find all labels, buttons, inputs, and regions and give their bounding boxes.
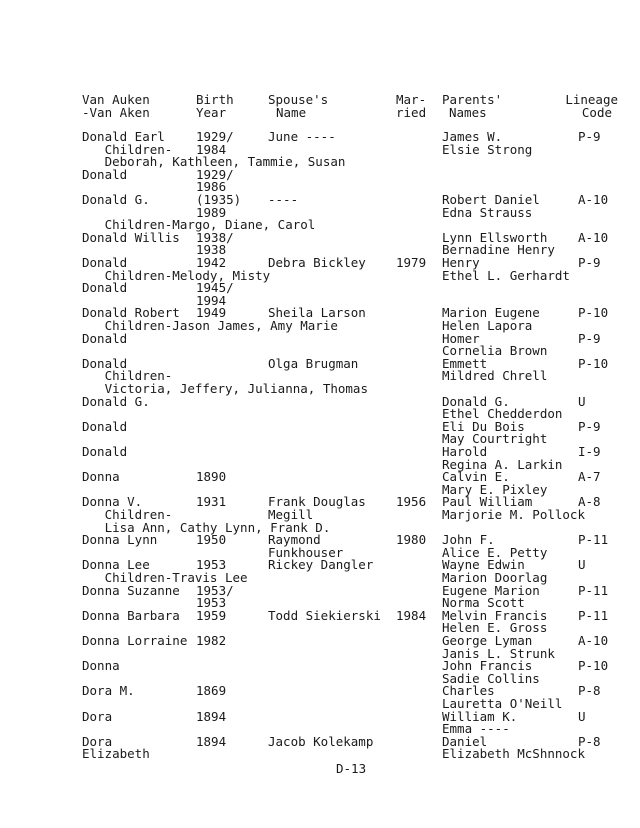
entry-name: Children- <box>82 507 173 522</box>
header-lineage: Lineage <box>565 92 618 107</box>
entry-spouse: Olga Brugman <box>268 355 359 371</box>
entry-name: Donna Lorraine <box>82 633 188 648</box>
entry-code: A-10 <box>578 229 609 245</box>
header-birth: Birth <box>196 92 234 107</box>
entry-birth: 1989 <box>196 204 227 220</box>
entry-name: Elizabeth <box>82 746 150 762</box>
entry-birth: 1950 <box>196 532 227 548</box>
entry-code: P-11 <box>578 582 609 598</box>
entry-code: P-9 <box>578 255 601 270</box>
entry-parents: Calvin E. <box>442 469 510 485</box>
entry-code: I-9 <box>578 444 601 459</box>
entry-birth: 1890 <box>196 469 227 485</box>
entry-parents: Wayne Edwin <box>442 557 525 573</box>
entry-parents: Edna Strauss <box>442 204 533 220</box>
entry-code: P-9 <box>578 129 601 144</box>
header-name: Van Auken <box>82 92 150 107</box>
entry-code: U <box>578 708 586 724</box>
entry-name: Children-Jason James, Amy Marie <box>82 318 338 333</box>
entry-parents: William K. <box>442 708 518 724</box>
entry-parents: Mary E. Pixley <box>442 481 548 497</box>
entry-name: Donald Earl <box>82 129 165 144</box>
entry-birth: 1938/ <box>196 229 234 245</box>
entry-parents: Marion Eugene <box>442 305 540 321</box>
entry-parents: James W. <box>442 129 503 144</box>
header-name-alt: -Van Aken <box>82 105 150 120</box>
entry-parents: Eli Du Bois <box>442 418 525 434</box>
entry-name: Donald <box>82 166 128 182</box>
entry-spouse: Rickey Dangler <box>268 557 374 573</box>
entry-parents: Elsie Strong <box>442 141 533 157</box>
entry-married: 1984 <box>396 607 427 623</box>
entry-name: Donna V. <box>82 494 143 510</box>
entry-spouse: Frank Douglas <box>268 494 366 510</box>
entry-parents: Lynn Ellsworth <box>442 229 548 245</box>
entry-code: P-11 <box>578 532 609 548</box>
header-parents: Parents' <box>442 92 503 107</box>
entry-parents: Eugene Marion <box>442 582 540 598</box>
page-number: D-13 <box>336 761 367 776</box>
entry-parents: Bernadine Henry <box>442 242 555 258</box>
header-spouse-name: Name <box>276 105 307 120</box>
entry-code: P-8 <box>578 733 601 749</box>
entry-birth: 1959 <box>196 607 227 623</box>
entry-spouse: Funkhouser <box>268 544 344 560</box>
entry-spouse: Jacob Kolekamp <box>268 733 374 749</box>
entry-parents: Sadie Collins <box>442 670 540 686</box>
entry-spouse: Sheila Larson <box>268 305 366 321</box>
entry-birth: 1982 <box>196 633 227 648</box>
entry-code: P-10 <box>578 355 609 371</box>
entry-birth: 1994 <box>196 292 227 308</box>
entry-spouse: Todd Siekierski <box>268 607 381 623</box>
entry-spouse: June ---- <box>268 129 336 144</box>
entry-code: A-7 <box>578 469 601 485</box>
header-married: Mar- <box>396 92 427 107</box>
entry-parents: Emma ---- <box>442 721 510 737</box>
entry-code: U <box>578 557 586 573</box>
entry-parents: Donald G. <box>442 393 510 409</box>
entry-parents: Mildred Chrell <box>442 368 548 384</box>
entry-name: Donna <box>82 469 120 485</box>
header-code: Code <box>581 105 612 120</box>
entry-spouse: Megill <box>268 507 314 522</box>
entry-parents: Elizabeth McShnnock <box>442 746 585 762</box>
entry-parents: Paul William <box>442 494 533 510</box>
entry-parents: Marjorie M. Pollock <box>442 507 585 522</box>
entry-parents: Charles <box>442 683 495 699</box>
entry-parents: Melvin Francis <box>442 607 548 623</box>
entry-married: 1980 <box>396 532 427 548</box>
entry-name: Donald <box>82 355 128 371</box>
entry-parents: Marion Doorlag <box>442 570 548 585</box>
entry-birth: 1894 <box>196 708 227 724</box>
entry-name: Donald <box>82 330 128 346</box>
entry-married: 1979 <box>396 255 427 270</box>
entry-parents: Alice E. Petty <box>442 544 548 560</box>
entry-birth: 1929/ <box>196 166 234 182</box>
entry-parents: Homer <box>442 330 480 346</box>
entry-birth: (1935) <box>196 192 242 207</box>
entry-parents: John F. <box>442 532 495 548</box>
entry-birth: 1953 <box>196 557 227 573</box>
entry-birth: 1953/ <box>196 582 234 598</box>
entry-parents: Helen Lapora <box>442 318 533 333</box>
header-year: Year <box>196 105 227 120</box>
entry-birth: 1986 <box>196 179 227 195</box>
entry-birth: 1869 <box>196 683 227 699</box>
entry-code: A-8 <box>578 494 601 510</box>
entry-name: Dora <box>82 733 113 749</box>
entry-code: A-10 <box>578 192 609 207</box>
entry-name: Lisa Ann, Cathy Lynn, Frank D. <box>82 519 331 535</box>
entry-birth: 1931 <box>196 494 227 510</box>
entry-name: Donald <box>82 418 128 434</box>
entry-name: Children-Margo, Diane, Carol <box>82 217 316 233</box>
entry-name: Donna Suzanne <box>82 582 180 598</box>
entry-birth: 1984 <box>196 141 227 157</box>
entry-code: U <box>578 393 586 409</box>
entry-parents: Harold <box>442 444 488 459</box>
entry-spouse: Debra Bickley <box>268 255 366 270</box>
entry-name: Children-Melody, Misty <box>82 267 271 283</box>
entry-parents: Ethel L. Gerhardt <box>442 267 570 283</box>
entry-married: 1956 <box>396 494 427 510</box>
entry-parents: Daniel <box>442 733 488 749</box>
entry-name: Children- <box>82 141 173 157</box>
entry-parents: Janis L. Strunk <box>442 645 555 661</box>
entry-name: Donald Robert <box>82 305 180 321</box>
entry-name: Deborah, Kathleen, Tammie, Susan <box>82 154 346 170</box>
entry-birth: 1929/ <box>196 129 234 144</box>
entry-name: Donna Lee <box>82 557 150 573</box>
entry-parents: George Lyman <box>442 633 533 648</box>
entry-parents: Norma Scott <box>442 595 525 611</box>
entry-name: Donald Willis <box>82 229 180 245</box>
entry-code: P-11 <box>578 607 609 623</box>
entry-code: P-10 <box>578 658 609 674</box>
entry-code: P-8 <box>578 683 601 699</box>
entry-name: Donna Lynn <box>82 532 158 548</box>
header-parents-names: Names <box>449 105 487 120</box>
entry-birth: 1938 <box>196 242 227 258</box>
entry-code: P-9 <box>578 330 601 346</box>
entry-parents: Emmett <box>442 355 488 371</box>
entry-parents: Henry <box>442 255 480 270</box>
entry-birth: 1894 <box>196 733 227 749</box>
entry-parents: Helen E. Gross <box>442 620 548 636</box>
entry-name: Donna Barbara <box>82 607 180 623</box>
entry-code: P-9 <box>578 418 601 434</box>
entry-spouse: ---- <box>268 192 299 207</box>
entry-name: Children-Travis Lee <box>82 570 248 585</box>
entry-parents: Ethel Chedderdon <box>442 406 563 422</box>
header-married-2: ried <box>396 105 427 120</box>
entry-name: Donald <box>82 444 128 459</box>
entry-parents: May Courtright <box>442 431 548 447</box>
entry-name: Donna <box>82 658 120 674</box>
entry-parents: Cornelia Brown <box>442 343 548 359</box>
entry-birth: 1949 <box>196 305 227 321</box>
entry-birth: 1945/ <box>196 280 234 296</box>
entry-name: Donald <box>82 280 128 296</box>
entry-name: Dora <box>82 708 113 724</box>
entry-parents: John Francis <box>442 658 533 674</box>
entry-name: Donald <box>82 255 128 270</box>
entry-name: Donald G. <box>82 393 150 409</box>
entry-name: Donald G. <box>82 192 150 207</box>
entry-parents: Lauretta O'Neill <box>442 696 563 711</box>
entry-name: Dora M. <box>82 683 135 699</box>
entry-parents: Regina A. Larkin <box>442 456 563 472</box>
entry-name: Children- <box>82 368 173 384</box>
entry-birth: 1942 <box>196 255 227 270</box>
entry-parents: Robert Daniel <box>442 192 540 207</box>
entry-name: Victoria, Jeffery, Julianna, Thomas <box>82 381 368 396</box>
entry-spouse: Raymond <box>268 532 321 548</box>
entry-birth: 1953 <box>196 595 227 611</box>
header-spouse: Spouse's <box>268 92 329 107</box>
entry-code: P-10 <box>578 305 609 321</box>
entry-code: A-10 <box>578 633 609 648</box>
